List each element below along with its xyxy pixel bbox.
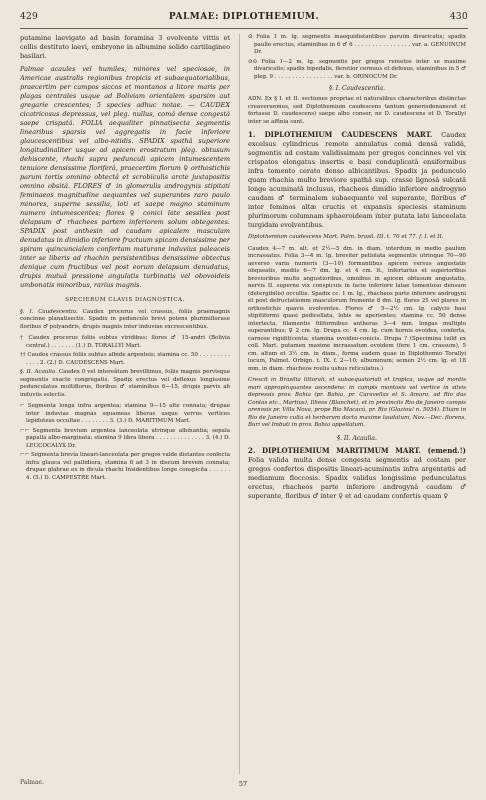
key-title: SPECIERUM CLAVIS DIAGNOSTICA. bbox=[65, 297, 185, 303]
signature-mark: 57 bbox=[238, 780, 248, 788]
species-1-diagnosis: Caudex excelsus cylindricus remote annulatus comâ densâ validâ, segmentis ad costam validissimam per gregos concinnes vel vix crispatos elongatus insertis e basi conduplicatâ ensiformibus infra tomento cerato denso albicantibus. Spadix ja pedunculo quam rhachia multo breviore spathâ sup. crasse lignosâ sulcatâ longe acuminatâ inclusus, rhacheos dimidio inferiore androgyno caudam ♂ terminalem subaequante vel superante, floribus ♂ inter feminos altæ cructis et expansis speciesis staminum plurimorum columnam sphaeroideam inter putata late lanceolata turgidam evolventibus. bbox=[248, 131, 466, 229]
right-column bbox=[248, 34, 466, 774]
page-number-left: 429 bbox=[20, 12, 39, 22]
key-lead-5 bbox=[20, 452, 230, 482]
footer-label: Palmae. bbox=[20, 779, 44, 786]
species-1-citation: Diplothemium caudescens Mart. Palm. brasil. III. t. 70 et 77. f. I. et II. bbox=[248, 234, 444, 240]
running-title: PALMAE: DIPLOTHEMIUM. bbox=[168, 12, 320, 22]
section-2-heading: §. II. Acaulia. bbox=[337, 434, 377, 442]
species-2 bbox=[248, 446, 466, 501]
section-1-heading: §. I. Caudescentia. bbox=[328, 85, 386, 92]
key-lead-2-text: †† Caudex crassus foliis subtus albide argenteis; stamina cc. 50 . . . . . . . . . . . . . 2. (2.) D. CAUDESCENS Mart. bbox=[20, 352, 230, 366]
key-section-1-text: Caudex procerus vel crassus, foliis praemagnis concinne planatisectis. Spadix in pedunculo brevi potens plurimifloruse floribus ♂ polyandris, drupis magnis inter induviae excrescentibus. bbox=[20, 308, 230, 330]
species-2-heading: 2. DIPLOTHEMIUM MARITIMUM MART. (emend.!) bbox=[248, 445, 466, 455]
running-header bbox=[20, 12, 468, 22]
key-lead-4-text: ⌐⌐ Segmenta brevium argentea lanceolata utrinque albinantia; sepala papalla albo-marginata; stamina 9 libra libera . . . . . . . . . . . . . . 3. (4.) D. LEUCOCALYX Dr. bbox=[20, 427, 230, 449]
page-number-right: 430 bbox=[449, 12, 468, 22]
species-1-habitat: Crescit in Brasilia littorali, et subaequatoriali et tropica, usque ad montis mari appropinquantes ascendens: in campis montosis vel vertice in silvis depressis prov. Bahia (pr. Bahia, pr. Caravellas et S. Amaro, ad Rio das Contas etc., Martius), Ilheos (Blanchet), et in provinciis Rio de Janeiro campis arenosis pr. Villa Nova, prope Rio Macacú, pr. Rio (Glaziou! n. 5034). Etiam in Rio de Janeiro culta et herbarum docta maxime laudatum, Nov.—Dec. florens, Buri vel Imbuti in prov. Bahia appellatum. bbox=[248, 377, 466, 428]
species-1 bbox=[248, 130, 466, 230]
key-lead-1-text: † Caudex procerus foliis subtus viridibus; flores ♂ 15-andri (Bolivia central.) . . . . . . . (1.) D. TORALLYI Mart. bbox=[20, 335, 230, 349]
key-section-2-title: §. II. Acaulia. bbox=[20, 369, 57, 375]
key-lead-3-text: ⌐ Segmenta longa infra argentea; stamina 9—15 alte connata; drupae inter induvias magnas squameas liberas usque verrus vertices lepidoteas occultae . . . . . . . . 3. (3.) D. MARITIMUM Mart. bbox=[20, 403, 230, 424]
column-divider bbox=[239, 34, 240, 774]
genus-latin-description: Palmae acaules vel humiles, minores vel speciosae, in Americae australis regionibus tropicis et subaequatorialibus, praecertim per campos siccos et montanos a litore maris per plagas centrales usque ad Boliviam orientalem sparsim aut gregarie crescentes; 5 species adhuc notae. — CAUDEX cicatricosus depressus, vel pleg. nullus, comâ dense congestâ saepe crispatâ. FOLIA aequaliter pinnatisecta segmentis linearibus sparsis vel aggregatis in facie inferiore glaucescentibus vel albo-nitidis. SPADIX spathâ superiore longitudinaliter usque ad apicem erostratum pleg. obtusum dehiscente, rhachi supra pedunculi apicem intumescentem tenuiore densissime floriferâ, praecertim florum ♀ orthostichis parum tortis omnino obtectâ et scrobiculis arcte juxtapositis omnino obsitâ. FLORES ♂ in glomerulis androgynis stipitati feminaeos magnitudine aequantes vel superantes raro paulo minores, superne sessilia, loti et saepe magno staminum numero intumescentes; flores ♀ conici late sessiles post delapsum ♂ rhachees partem inferiorem solum obtegentes. SPADIX post anthesin ad caudam apicalem masculam denudatus in dimidio inferiore fructuum spicam densissime per spiram quincuncialem confertam maturane induvius paleaceis inter se liberis ad rhachin persistentibus densissime obtectus denique cum fructibus vel post eorum delapsum denudatus, drupis mutuâ pressione angulatis turbinatis vel obovoideis umbonatis minoribus, rarius magnis. bbox=[20, 65, 230, 289]
key-lead-7-text: ⊙⊙ Folia 1—2 m. lg. segmentis per gregos remotos inter se maxime divaricatis; spadix bipedalis, fleretior cernuus et defexus, staminibus in 5 ♂ pleg. 9 . . . . . . . . . . . . . . . . . var. b. ORINOCUM Dr. bbox=[248, 58, 466, 80]
species-2-diagnosis: Folia valida multa dense congesta segmentis ad costam per gregos confertos dispositis lineari-acuminatis infra argentatis ad mediamum floccosis. Spadix validus longissime pedunculatus erectus, rhacheos parte inferiore androgynâ caudam ♂ superante, floribus ♂ inter ♀ et ad caudam confertis quam ♀ bbox=[248, 455, 466, 500]
key-lead-2 bbox=[20, 352, 230, 367]
left-column bbox=[20, 34, 230, 774]
key-lead-7 bbox=[248, 59, 466, 82]
key-section-2-text: Caudex 0 vel intereâtum brevillimus, foliis magnis pervisque segmentis exacte congregatis. Spadix erectus vel deflexus longissime pedunculatus multiflorus, floribus ♂ staminibus 6—15, drupis parvis ab induviis selectis. bbox=[20, 369, 230, 398]
adnotation: ADN. Ex § I. et II. sectiones propriae et naturalibus characteribus distinctas creaverunmus, sed Diplothemium caudescens tantum generisdenanscet et fortasse D. caudescens) saepe albo conser, ne D. caudescens et D. Torallyi inter se affinia sunt. bbox=[248, 96, 466, 125]
key-section-1 bbox=[20, 309, 230, 332]
key-lead-6-text: ⊙ Folia 1 m. lg. segmentis inaequidistantibus paruim divaricatis; spadix paullo erectus, staminibus in 6 ♂ 6 . . . . . . . . . . . . . . . . var. a. GENUINUM Dr. bbox=[248, 34, 466, 55]
key-lead-3 bbox=[20, 403, 230, 426]
species-1-heading: 1. DIPLOTHEMIUM CAUDESCENS MART. bbox=[248, 130, 433, 139]
key-lead-5-text: ⌐⌐ Segmenta brevia lineari-lanceolata per gregos valde distantes confecta infra glauca vel pallidiora, stamina 6 ad 3 in discum brevem connata; drupae glabrae ex in dicula rhachi Insidentibus longe conspicita . . . . . . 4. (5.) D. CAMPESTRE Mart. bbox=[20, 452, 230, 481]
key-section-2 bbox=[20, 369, 230, 399]
key-section-1-title: §. I. Caudescentia. bbox=[20, 308, 78, 315]
key-lead-6 bbox=[248, 34, 466, 57]
header-rule bbox=[20, 28, 468, 29]
key-lead-4 bbox=[20, 428, 230, 451]
key-lead-1 bbox=[20, 335, 230, 350]
species-1-description: Caudex 4—7 m. alt. et 2½—5 dm. in diam. interdum in medio paulum incrassatus. Folia 3—4 m. lg. breviter petiolata segmentis utrinque 70—90 aeverso varia numeris (3—10) formantibus apicem versus angustatis obqueatis, mediis 6—7 dm. lg. et 4 cm. lt., infertarius et superioribus brevioribus multo angustioribus, omnibus in apicem obtusum angustatis, nervis II. superne vix conspicuis in facie inferiore latae tomentoso densum (detergibilis) occultis. Spadix cc. 1 m. lg., rhacheos parte inferiore androgyni et post defructatiomm masculorum fremente 8 dm. lg. flores 25 vel plures in orthostichis quavis evolventes. Flores ♂ 5—2½ cm. lg. calycis basi stipitiformi quasi pedicellata, lobis se aperientes; stamina cc. 50 dense intertecta, filamentis filiformibus antheras 3—4 mm. longas multiplo superantibus; ♀ 2 cm. lg. Drupa cc. 4 cm. lg. cum hornis ovoidea, conferta, carnose rigiditicenta; stamina ovoideo-conicis. Drupa ? (Specimina tuild ex coll. Mart. putamen maxime incrassatum ovoidem (fere 1 cm. crassum), 5 cm. altum et 3½ cm. in diam., forma eadem quae in Diplothemio Torallyi locum, Palmet. Orbign. t. IX. f. 2—10; albuminum; semen 2½ cm. lg. et 18 mm. in diam. rhacheos roulis ushus reticulatus.) bbox=[248, 245, 466, 372]
genus-intro-text: putamine laevigato ad basin foramina 3 evolvente vittis et cellis destituto laevi, embryone in albumine solido cartilagineo basilari. bbox=[20, 34, 230, 60]
